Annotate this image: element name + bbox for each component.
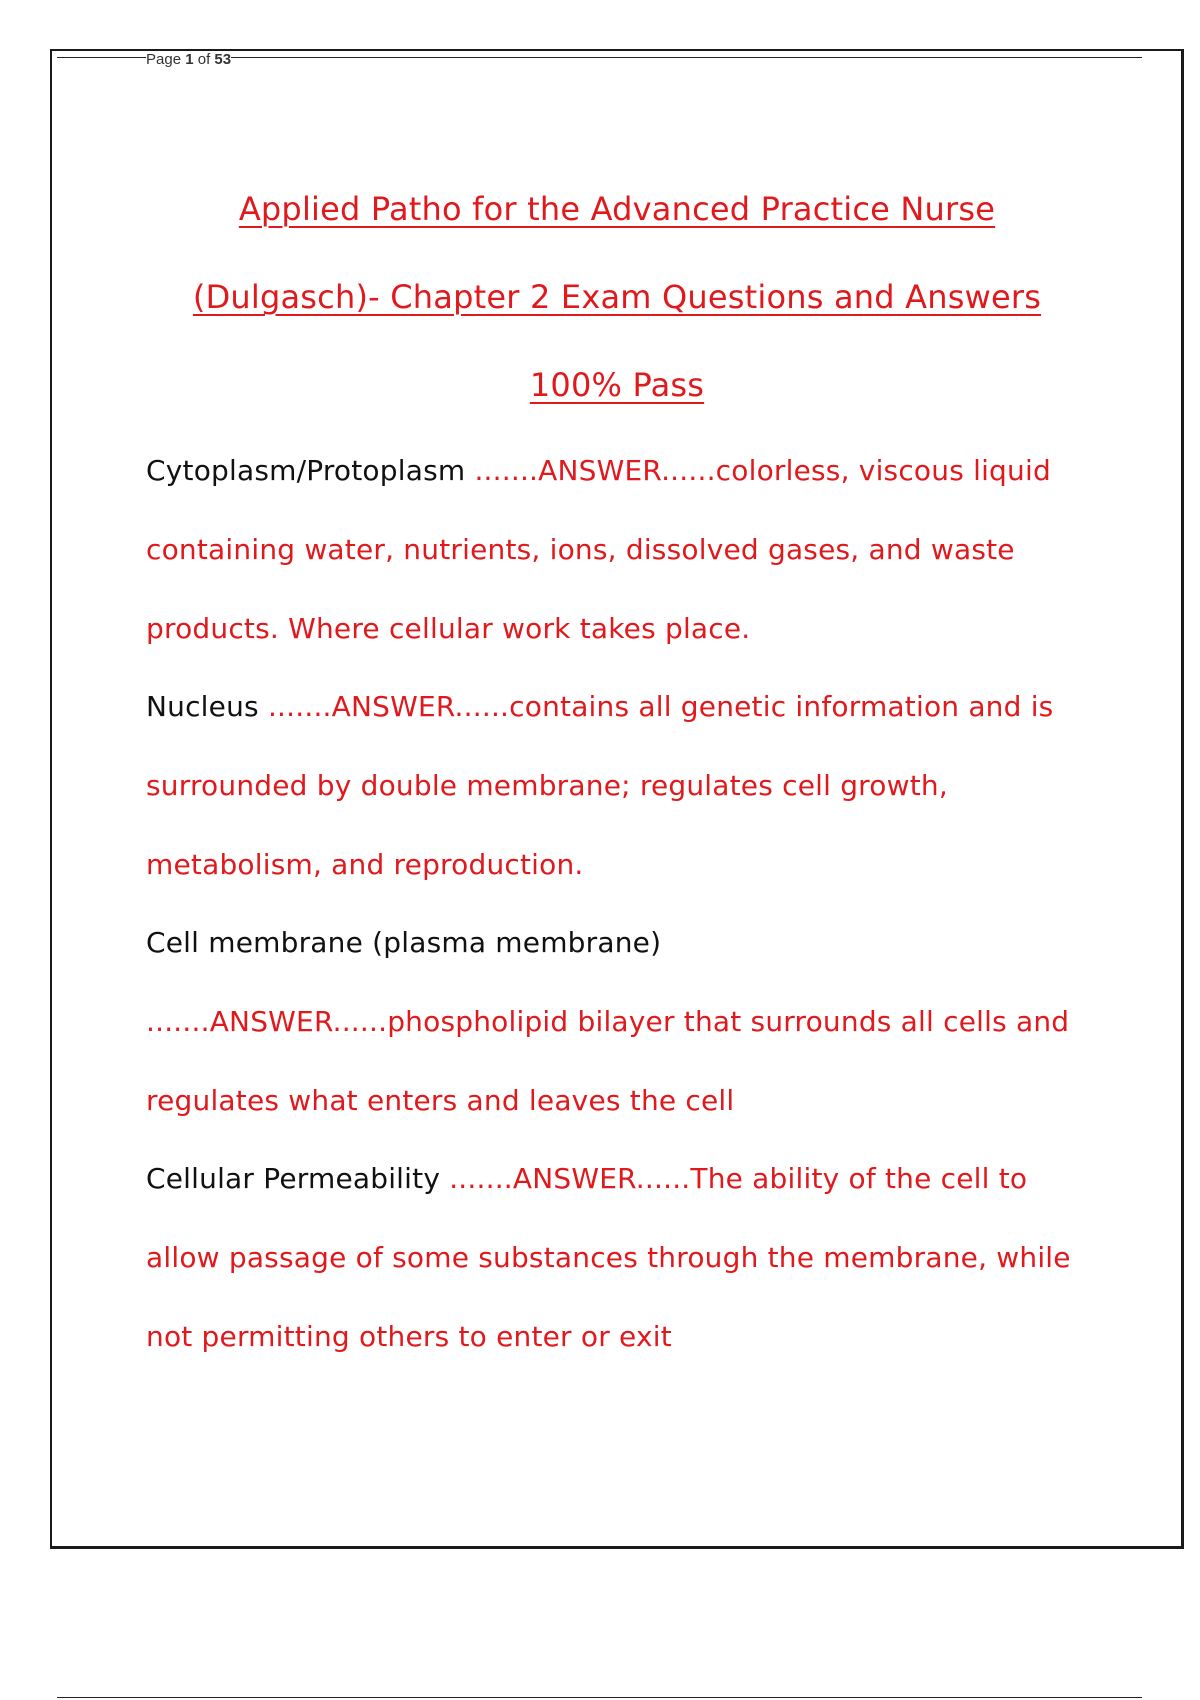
qa-term: Cell membrane (plasma membrane): [146, 926, 662, 959]
page-current: 1: [185, 51, 194, 68]
qa-term: Nucleus: [146, 690, 268, 723]
page-counter: [146, 52, 231, 67]
qa-item-cytoplasm: [146, 431, 1086, 668]
page-of: of: [197, 51, 211, 68]
qa-answer: .......ANSWER......contains all genetic information and is surrounded by double membrane; regulates cell growth, metabolism, and reproduction.: [146, 690, 1054, 881]
document-title-text: Applied Patho for the Advanced Practice Nurse (Dulgasch)- Chapter 2 Exam Questions and Answers 100% Pass: [192, 190, 1042, 404]
page-prefix: Page: [146, 51, 182, 68]
qa-item-permeability: [146, 1139, 1086, 1376]
qa-term: Cellular Permeability: [146, 1162, 450, 1195]
qa-answer: .......ANSWER......colorless, viscous liquid containing water, nutrients, ions, dissolved gases, and waste products. Where cellular work takes place.: [146, 454, 1051, 645]
qa-answer: .......ANSWER......phospholipid bilayer that surrounds all cells and regulates what enters and leaves the cell: [146, 1005, 1070, 1117]
qa-term: Cytoplasm/Protoplasm: [146, 454, 475, 487]
document-title: [146, 165, 1088, 429]
qa-item-cell-membrane: [146, 903, 1086, 1140]
qa-list: [146, 431, 1086, 1376]
qa-item-nucleus: [146, 667, 1086, 904]
qa-answer: .......ANSWER......The ability of the cell to allow passage of some substances through the membrane, while not permitting others to enter or exit: [146, 1162, 1071, 1353]
page-total: 53: [214, 51, 232, 68]
bottom-rule: [57, 1697, 1142, 1698]
